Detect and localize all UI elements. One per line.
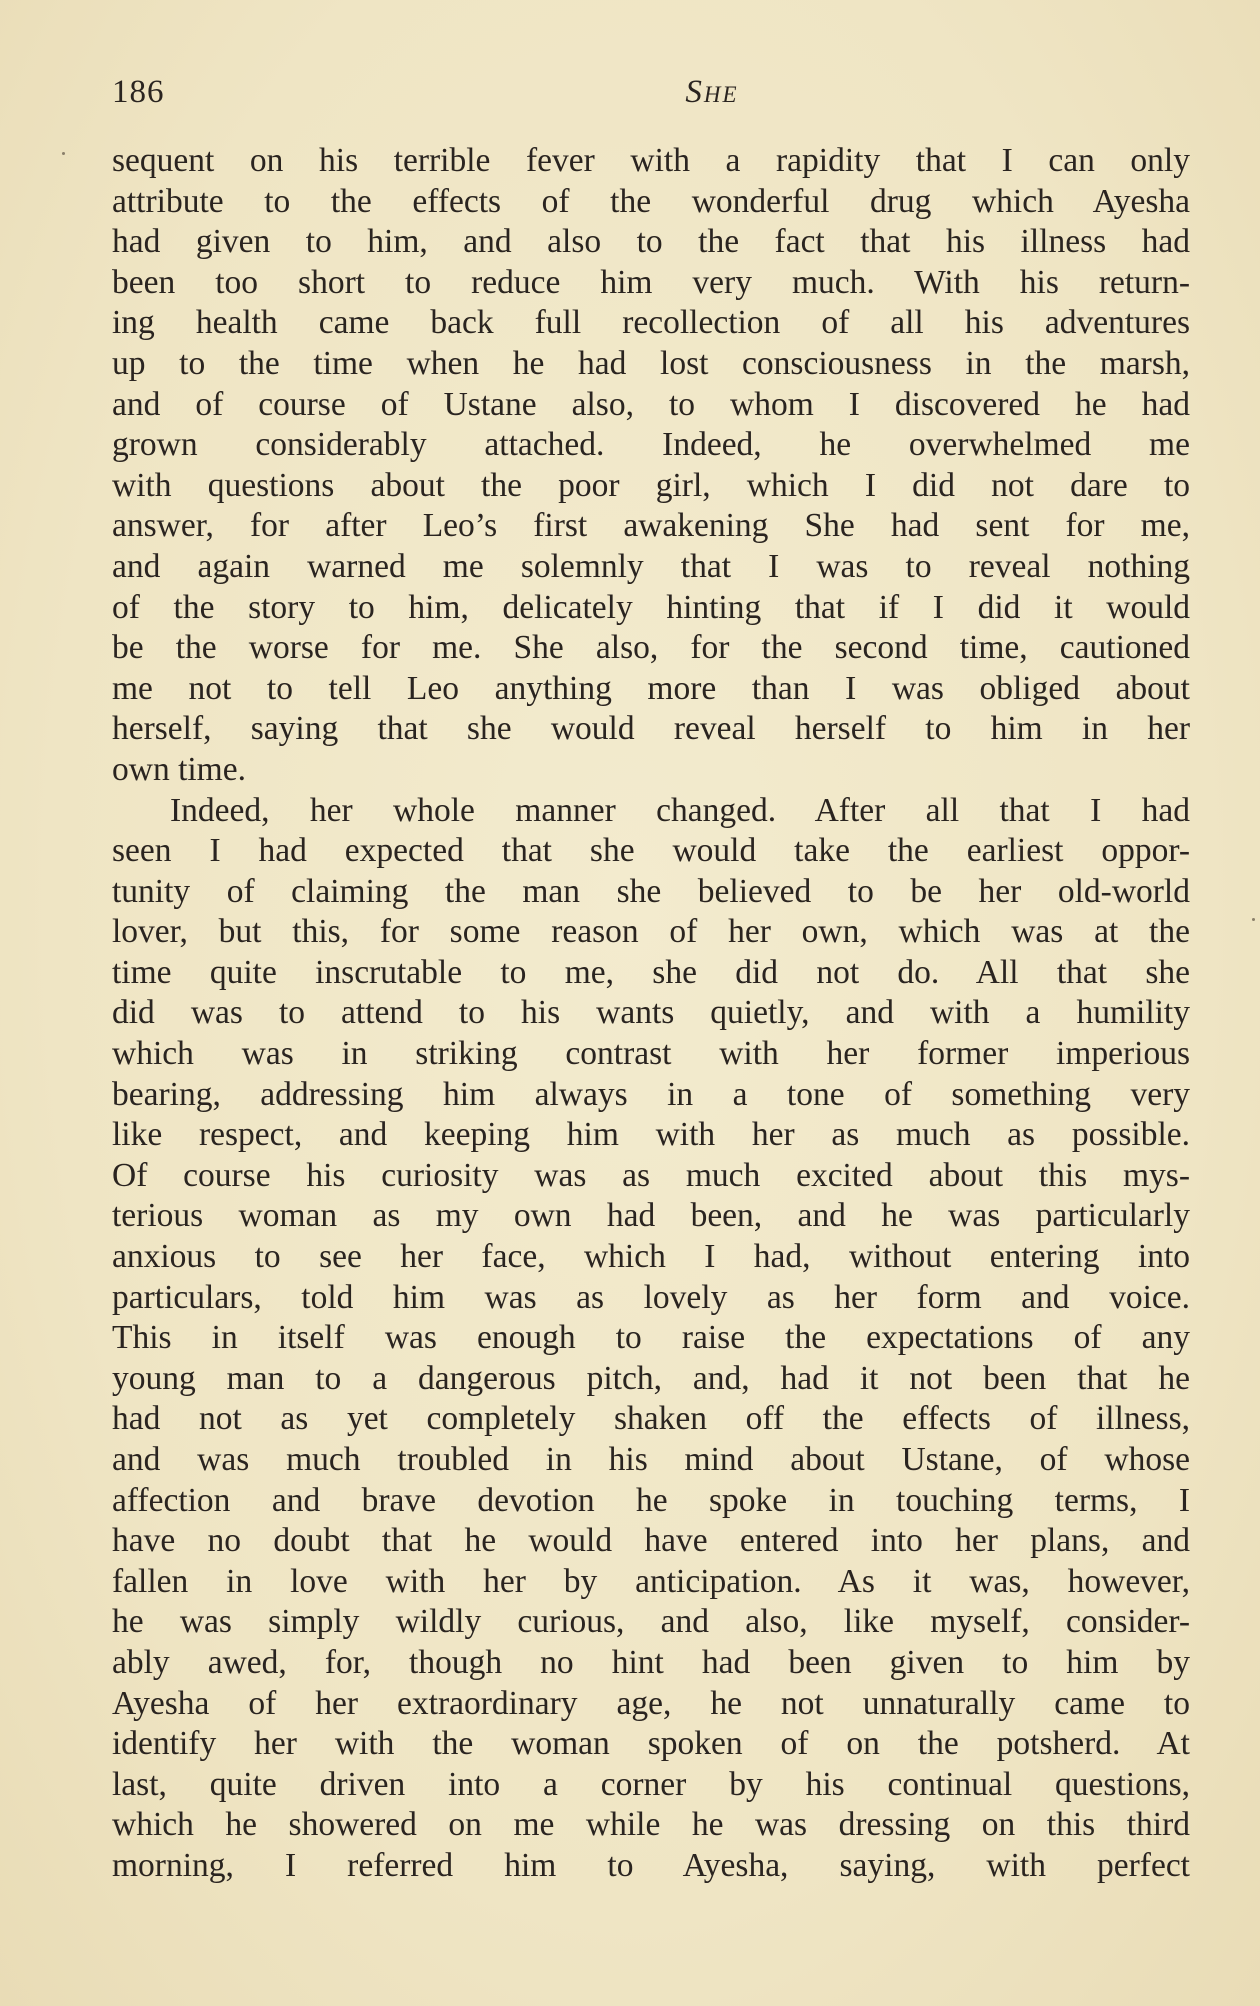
text-line: This in itself was enough to raise the expectations of any (112, 1319, 1190, 1357)
text-line: bearing, addressing him always in a tone of something very (112, 1075, 1190, 1113)
text-line: been too short to reduce him very much. With his return- (112, 263, 1190, 301)
running-title: She (685, 74, 739, 110)
page-number: 186 (112, 74, 165, 110)
paper-speck (1252, 918, 1255, 921)
text-line: last, quite driven into a corner by his continual questions, (112, 1765, 1190, 1803)
text-line: attribute to the effects of the wonderful drug which Ayesha (112, 182, 1190, 220)
text-line: me not to tell Leo anything more than I was obliged about (112, 669, 1190, 707)
text-line: Ayesha of her extraordinary age, he not unnaturally came to (112, 1684, 1190, 1722)
page-header (112, 74, 1192, 114)
text-line: lover, but this, for some reason of her own, which was at the (112, 913, 1190, 951)
text-line: up to the time when he had lost consciousness in the marsh, (112, 344, 1190, 382)
text-line: seen I had expected that she would take the earliest oppor- (112, 832, 1190, 870)
text-line: ing health came back full recollection of all his adventures (112, 304, 1190, 342)
text-line: of the story to him, delicately hinting that if I did it would (112, 588, 1190, 626)
text-line: and was much troubled in his mind about Ustane, of whose (112, 1441, 1190, 1478)
text-line: did was to attend to his wants quietly, and with a humility (112, 994, 1190, 1032)
text-line: with questions about the poor girl, which I did not dare to (112, 466, 1190, 504)
text-line: which was in striking contrast with her former imperious (112, 1035, 1190, 1073)
text-line: he was simply wildly curious, and also, like myself, consider- (112, 1603, 1190, 1641)
text-line: morning, I referred him to Ayesha, saying, with perfect (112, 1846, 1190, 1884)
text-line: young man to a dangerous pitch, and, had it not been that he (112, 1359, 1190, 1397)
text-line: particulars, told him was as lovely as her form and voice. (112, 1278, 1190, 1316)
text-line: fallen in love with her by anticipation. As it was, however, (112, 1562, 1190, 1600)
paragraph-first-line: Indeed, her whole manner changed. After all that I had (170, 791, 1190, 829)
text-line: which he showered on me while he was dressing on this third (112, 1806, 1190, 1844)
text-line: and again warned me solemnly that I was to reveal nothing (112, 547, 1190, 585)
text-line: sequent on his terrible fever with a rapidity that I can only (112, 142, 1190, 179)
text-line: like respect, and keeping him with her as much as possible. (112, 1116, 1190, 1154)
text-line: identify her with the woman spoken of on the potsherd. At (112, 1725, 1190, 1763)
text-line: tunity of claiming the man she believed to be her old-world (112, 872, 1190, 910)
text-line: affection and brave devotion he spoke in touching terms, I (112, 1481, 1190, 1519)
text-line: had given to him, and also to the fact that his illness had (112, 223, 1190, 261)
text-line: terious woman as my own had been, and he was particularly (112, 1197, 1190, 1235)
text-line: answer, for after Leo’s first awakening She had sent for me, (112, 507, 1190, 545)
text-line: ably awed, for, though no hint had been given to him by (112, 1643, 1190, 1681)
text-line: anxious to see her face, which I had, without entering into (112, 1238, 1190, 1276)
text-line: herself, saying that she would reveal herself to him in her (112, 710, 1190, 748)
text-line: Of course his curiosity was as much excited about this mys- (112, 1156, 1190, 1194)
text-line: time quite inscrutable to me, she did not do. All that she (112, 953, 1190, 991)
text-line: own time. (112, 750, 246, 788)
paper-speck (62, 152, 65, 155)
text-line: have no doubt that he would have entered into her plans, and (112, 1522, 1190, 1560)
text-line: grown considerably attached. Indeed, he overwhelmed me (112, 426, 1190, 464)
body-text (112, 141, 1190, 1887)
text-line: be the worse for me. She also, for the second time, cautioned (112, 629, 1190, 667)
text-line: had not as yet completely shaken off the effects of illness, (112, 1400, 1190, 1438)
text-line: and of course of Ustane also, to whom I discovered he had (112, 385, 1190, 423)
